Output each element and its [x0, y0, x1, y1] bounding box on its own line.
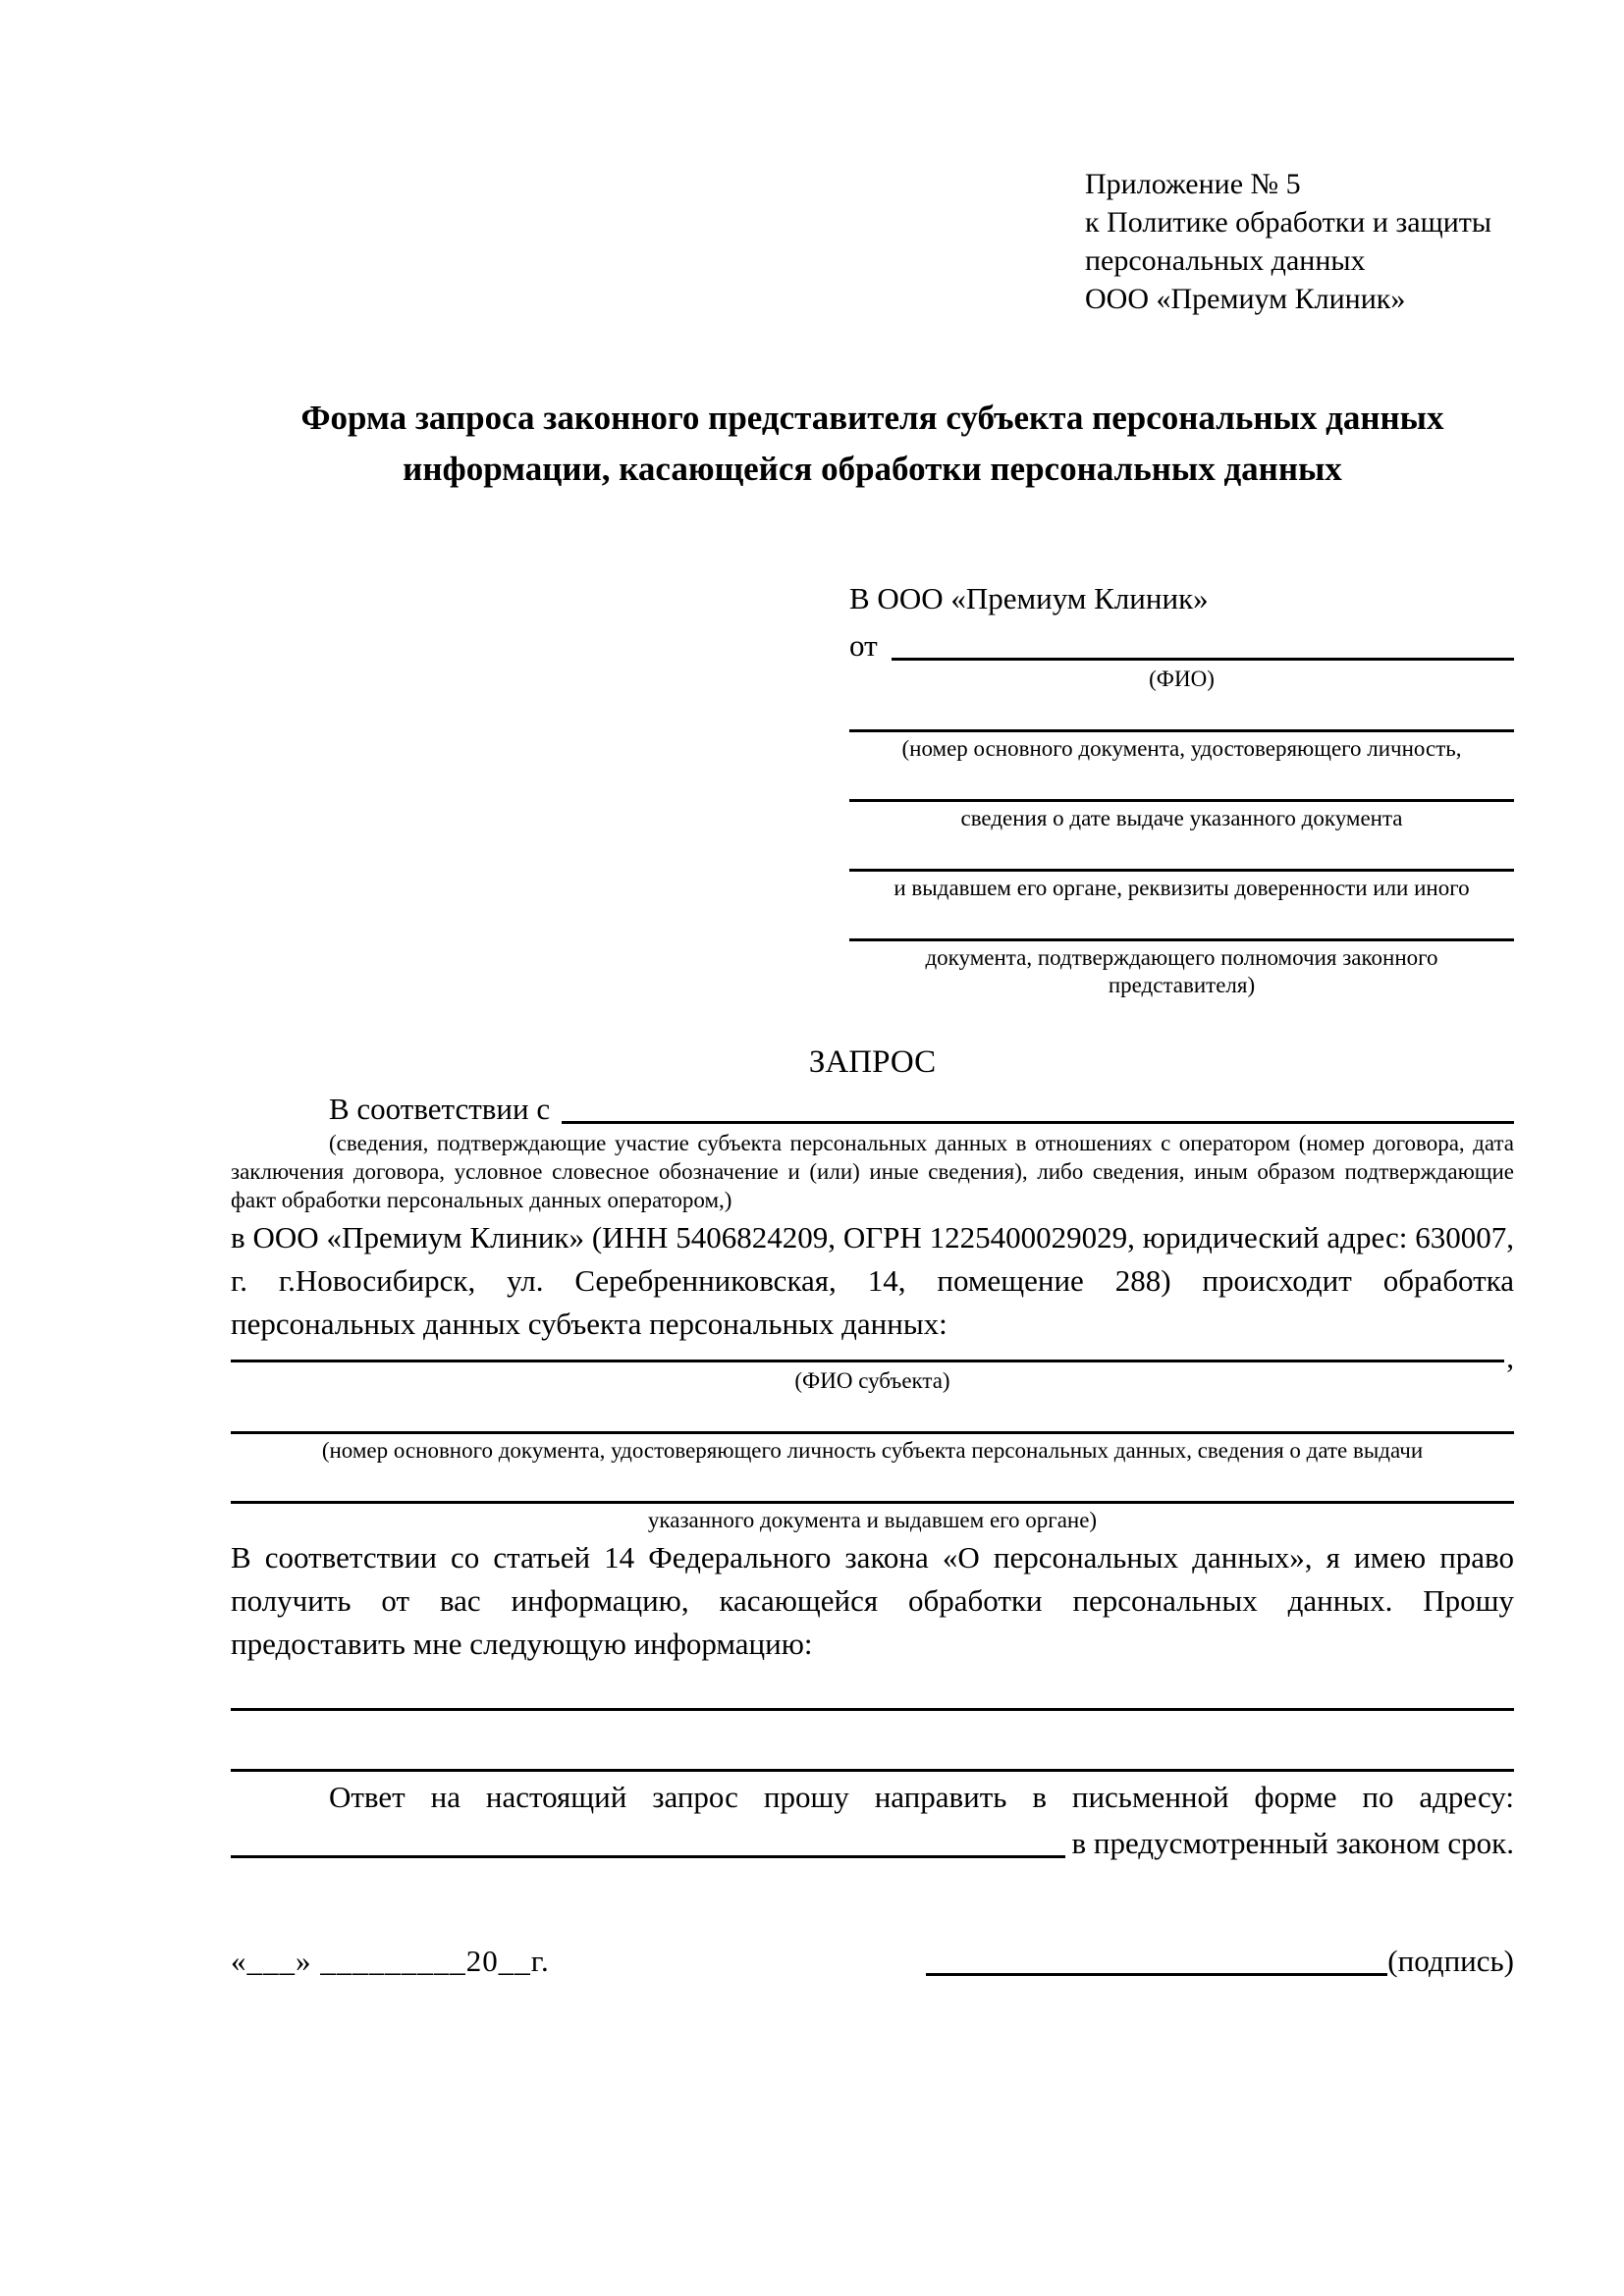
- date-signature-row: [231, 1941, 1514, 1981]
- subject-doc-blank-line-1: [231, 1395, 1514, 1434]
- blank-line-issuing-authority: [849, 832, 1514, 872]
- caption-issuing-authority: и выдавшем его органе, реквизиты доверенности или иного: [893, 876, 1470, 900]
- reply-address-row: [231, 1819, 1514, 1864]
- caption-power-of-attorney: документа, подтверждающего полномочия законного представителя): [925, 945, 1438, 997]
- request-heading: ЗАПРОС: [808, 1044, 937, 1080]
- subject-fio-comma: ,: [1506, 1340, 1514, 1374]
- document-title: Форма запроса законного представителя субъекта персональных данных информации, касающейся обработки персональных данных: [300, 399, 1444, 488]
- blank-line-doc-number: [849, 693, 1514, 732]
- from-label: от: [849, 628, 878, 663]
- appendix-line-2: к Политике обработки и защиты: [1085, 206, 1492, 239]
- subject-doc-caption-2: указанного документа и выдавшем его органе): [647, 1508, 1098, 1532]
- appendix-line-1: Приложение № 5: [1085, 168, 1301, 200]
- appendix-header: [1085, 165, 1514, 318]
- accordance-row: [231, 1086, 1514, 1129]
- accordance-lead: В соответствии с: [329, 1092, 551, 1126]
- blank-line-power-of-attorney: [849, 902, 1514, 941]
- answer-blank-line-1: [231, 1666, 1514, 1711]
- recipient-block: [849, 577, 1514, 999]
- recipient-to: В ООО «Премиум Клиник»: [849, 581, 1209, 615]
- fio-caption: (ФИО): [1149, 667, 1215, 691]
- reply-tail-text: в предусмотренный законом срок.: [1071, 1826, 1514, 1860]
- blank-line-issue-date: [849, 763, 1514, 802]
- accordance-blank-line: [562, 1121, 1514, 1124]
- subject-fio-row: [231, 1340, 1514, 1374]
- answer-blank-line-2: [231, 1711, 1514, 1772]
- caption-doc-number: (номер основного документа, удостоверяющего личность,: [901, 736, 1462, 761]
- from-row: [849, 620, 1514, 666]
- signature-blank-line: [926, 1941, 1387, 1976]
- operator-paragraph: в ООО «Премиум Клиник» (ИНН 5406824209, ОГРН 1225400029029, юридический адрес: 630007, г. г.Новосибирск, ул. Серебренниковская, 14, помещение 288) происходит обработка персональных данных субъекта персональных данных:: [231, 1220, 1514, 1341]
- reply-address-blank-line: [231, 1855, 1065, 1858]
- reply-paragraph: Ответ на настоящий запрос прошу направить в письменной форме по адресу:: [329, 1780, 1514, 1814]
- appendix-line-3: персональных данных: [1085, 244, 1366, 277]
- subject-fio-blank-line: [231, 1360, 1504, 1362]
- subject-fio-caption: (ФИО субъекта): [794, 1368, 950, 1393]
- signature-caption: (подпись): [1387, 1944, 1514, 1978]
- subject-doc-caption-1: (номер основного документа, удостоверяющего личность субъекта персональных данных, сведения о дате выдачи: [321, 1438, 1424, 1463]
- accordance-caption: (сведения, подтверждающие участие субъекта персональных данных в отношениях с оператором (номер договора, дата заключения договора, условное словесное обозначение и (или) иные сведения), либо сведения, иным образом подтверждающие факт обработки персональных данных оператором,): [231, 1131, 1514, 1212]
- subject-doc-blank-line-2: [231, 1465, 1514, 1504]
- appendix-line-4: ООО «Премиум Клиник»: [1085, 283, 1406, 315]
- caption-issue-date: сведения о дате выдаче указанного документа: [960, 806, 1403, 830]
- from-blank-line: [892, 658, 1514, 661]
- law-paragraph: В соответствии со статьей 14 Федерального закона «О персональных данных», я имею право получить от вас информацию, касающейся обработки персональных данных. Прошу предоставить мне следующую информацию:: [231, 1540, 1514, 1661]
- date-line: «___» _________20__г.: [231, 1944, 550, 1978]
- signature-block: [926, 1941, 1514, 1981]
